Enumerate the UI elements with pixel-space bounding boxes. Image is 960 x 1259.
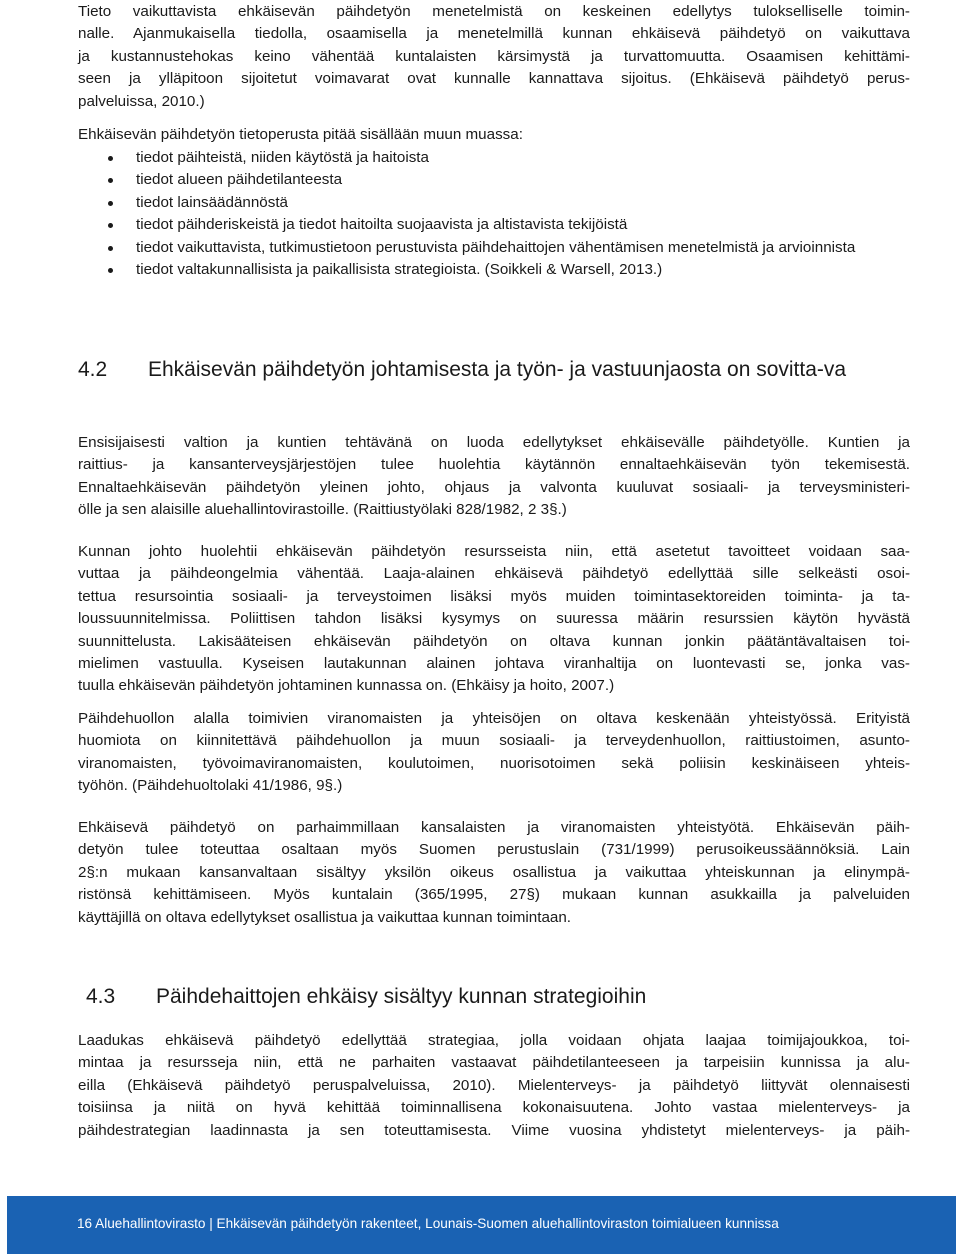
knowledge-intro: Ehkäisevän päihdetyön tietoperusta pitää sisällään muun muassa:: [78, 126, 523, 143]
text-line: detyön tulee toteuttaa osaltaan myös Suomen perustuslain (731/1999) perusoikeussäännöksiä. Lain: [78, 841, 910, 859]
paragraph: [78, 817, 910, 929]
text-line: eilla (Ehkäisevä päihdetyö peruspalveluissa, 2010). Mielenterveys- ja päihdetyö liittyvät olennaisesti: [78, 1076, 910, 1094]
section-title: Päihdehaittojen ehkäisy sisältyy kunnan strategioihin: [156, 985, 647, 1008]
section-number: 4.3: [86, 985, 116, 1008]
list-item: tiedot vaikuttavista, tutkimustietoon perustuvista päihdehaittojen vähentämisen menetelmistä ja arvioinnista: [78, 237, 910, 259]
text-line: raittius- ja kansanterveysjärjestöjen tulee huolehtia käytännön ennaltaehkäisevän työn tekemisestä.: [78, 456, 910, 474]
text-line: käyttäjillä on oltava edellytykset osallistua ja vaikuttaa kunnan toimintaan.: [78, 908, 572, 926]
text-line: mielimen vastuulla. Kyseisen lautakunnan alainen johtava viranhaltija on luontevasti se, jonka vas-: [78, 655, 910, 673]
footer-text: 16 Aluehallintovirasto | Ehkäisevän päihdetyön rakenteet, Lounais-Suomen aluehallintoviraston toimialueen kunnissa: [77, 1216, 779, 1231]
text-line: tuulla ehkäisevän päihdetyön johtaminen kunnassa on. (Ehkäisy ja hoito, 2007.): [78, 677, 615, 695]
paragraph: [78, 432, 910, 522]
text-line: Ensisijaisesti valtion ja kuntien tehtävänä on luoda edellytykset ehkäisevälle päihdetyölle. Kuntien ja: [78, 434, 910, 451]
page-footer: [7, 1196, 956, 1254]
text-line: Kunnan johto huolehtii ehkäisevän päihdetyön resursseista niin, että asetetut tavoitteet voidaan saa-: [78, 543, 910, 560]
text-line: toisiinsa ja niitä on hyvä kehittää toiminnallisena kokonaisuutena. Johto vastaa mielenterveys- ja: [78, 1099, 910, 1117]
paragraph: [78, 541, 910, 698]
text-line: päihdestrategian laadinnasta ja sen toteuttamisesta. Viime vuosina yhdistetyt mielenterveys- ja päih-: [78, 1121, 910, 1139]
text-line: ristönsä kehittämiseen. Myös kuntalain (365/1995, 27§) mukaan kunnan asukkailla ja palveluiden: [78, 886, 910, 904]
text-line: Laadukas ehkäisevä päihdetyö edellyttää strategiaa, jolla voidaan ohjata laajaa toimijajoukkoa, toi-: [78, 1032, 910, 1049]
text-line: tettua resursointia sosiaali- ja terveystoimen lisäksi myös muiden toimintasektoreiden toiminta- ja ta-: [78, 587, 910, 605]
text-line: nalle. Ajanmukaisella tiedolla, osaamisella ja menetelmillä kunnan ehkäisevä päihdetyö on vaikuttava: [78, 25, 910, 43]
text-line: Ennaltaehkäisevän päihdetyön yleinen johto, ohjaus ja valvonta kuuluvat sosiaali- ja terveysministeri-: [78, 478, 910, 496]
text-line: suunnittelusta. Lakisääteisen ehkäisevän päihdetyön on oltava kunnan jonkin päätäntävaltaisen toi-: [78, 632, 910, 650]
text-line: huomiota on kiinnitettävä päihdehuollon ja muun sosiaali- ja terveydenhuollon, raittiustoimen, asunto-: [78, 732, 910, 750]
text-line: ja kustannustehokas keino vähentää kuntalaisten kärsimystä ja turvattomuutta. Osaamisen kehittämi-: [78, 47, 910, 65]
paragraph: [78, 708, 910, 798]
section-number: 4.2: [78, 358, 108, 381]
list-item: tiedot päihderiskeistä ja tiedot haitoilta suojaavista ja altistavista tekijöistä: [78, 214, 910, 236]
text-line: mintaa ja resursseja niin, että ne parhaiten vastaavat päihdetilanteeseen ja tarpeisiin kunnissa ja alu-: [78, 1054, 910, 1072]
text-line: seen ja ylläpitoon sijoitetut voimavarat ovat kunnalle kannattava sijoitus. (Ehkäisevä päihdetyö perus-: [78, 70, 910, 88]
knowledge-list: [78, 147, 910, 281]
text-line: palveluissa, 2010.): [78, 92, 205, 110]
list-item: tiedot lainsäädännöstä: [78, 192, 910, 214]
text-line: vuttaa ja päihdeongelmia vähentää. Laaja-alainen ehkäisevä päihdetyö edellyttää sille selkeästi osoi-: [78, 565, 910, 583]
text-line: loussuunnitelmissa. Poliittisen tahdon lisäksi kysymys on suuressa määrin resurssien käytön hyvästä: [78, 610, 910, 628]
paragraph-top: [78, 1, 910, 113]
text-line: Päihdehuollon alalla toimivien viranomaisten ja yhteisöjen on oltava keskenään yhteistyössä. Erityistä: [78, 710, 910, 727]
section-title: Ehkäisevän päihdetyön johtamisesta ja työn- ja vastuunjaosta on sovitta-va: [148, 358, 847, 381]
text-line: 2§:n mukaan kansanvaltaan sisältyy yksilön oikeus osallistua ja vaikuttaa yhteiskunnan ja elinympä-: [78, 863, 910, 881]
paragraph: [78, 1030, 910, 1142]
text-line: työhön. (Päihdehuoltolaki 41/1986, 9§.): [78, 777, 343, 795]
text-line: Tieto vaikuttavista ehkäisevän päihdetyön menetelmistä on keskeinen edellytys tulokselliselle toimin-: [78, 3, 910, 20]
text-line: Ehkäisevä päihdetyö on parhaimmillaan kansalaisten ja viranomaisten yhteistyötä. Ehkäisevän päih-: [78, 819, 910, 836]
list-item: tiedot valtakunnallisista ja paikallisista strategioista. (Soikkeli & Warsell, 2013.): [78, 259, 910, 281]
list-item: tiedot alueen päihdetilanteesta: [78, 169, 910, 191]
list-item: tiedot päihteistä, niiden käytöstä ja haitoista: [78, 147, 910, 169]
text-line: ölle ja sen alaisille aluehallintovirastoille. (Raittiustyölaki 828/1982, 2 3§.): [78, 501, 567, 519]
text-line: viranomaisten, työvoimaviranomaisten, koulutoimen, nuorisotoimen sekä poliisin keskinäiseen yhteis-: [78, 754, 910, 772]
